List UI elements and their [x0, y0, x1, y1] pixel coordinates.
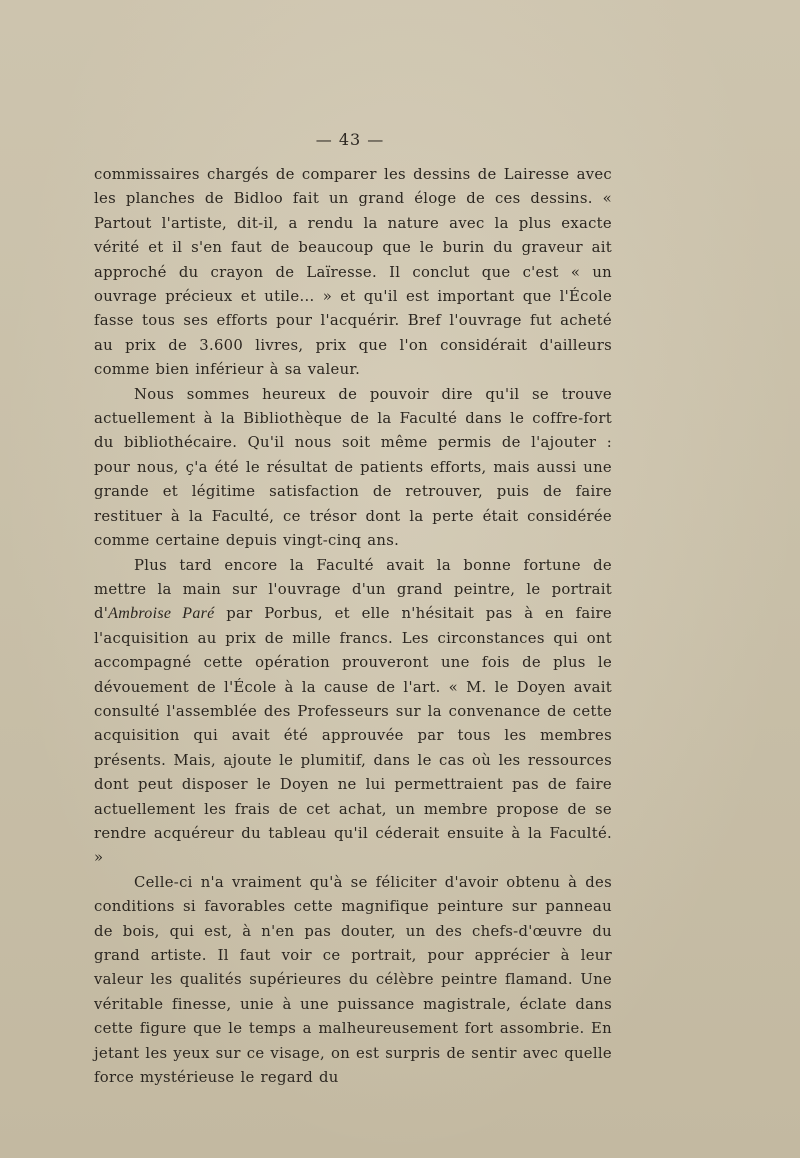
paragraph-1: commissaires chargés de comparer les dessins de Lairesse avec les planches de Bidloo fait un grand éloge de ces dessins. « Partout l'artiste, dit-il, a rendu la nature avec la plus exacte vérité et il s'en faut de beaucoup que le burin du graveur ait approché du crayon de Laïresse. Il conclut que c'est « un ouvrage précieux et utile... » et qu'il est important que l'École fasse tous ses efforts pour l'acquérir. Bref l'ouvrage fut acheté au prix de 3.600 livres, prix que l'on considérait d'ailleurs comme bien inférieur à sa valeur. — [94, 166, 612, 379]
paragraph-3 — [94, 554, 612, 871]
body-text — [94, 163, 612, 1090]
paragraph-4: Celle-ci n'a vraiment qu'à se féliciter d'avoir obtenu à des conditions si favorables cette magnifique peinture sur panneau de bois, qui est, à n'en pas douter, un des chefs-d'œuvre du grand artiste. Il faut voir ce portrait, pour apprécier à leur valeur les qualités supérieures du célèbre peintre flamand. Une véritable finesse, unie à une puissance magistrale, éclate dans cette figure que le temps a malheureusement fort assombrie. En jetant les yeux sur ce visage, on est surpris de sentir avec quelle force mystérieuse le regard du — [94, 873, 612, 1087]
painting-title: Ambroise Paré — [108, 605, 215, 623]
paragraph-3-text-before: Plus tard encore la Faculté avait la bonne fortune de mettre la main sur l'ouvrage d'un grand peintre, le portrait d' — [94, 556, 612, 623]
paragraph-3-text-after: par Porbus, et elle n'hésitait pas à en faire l'acquisition au prix de mille francs. Les circonstances qui ont accompagné cette opération prouveront une fois de plus le dévouement de l'École à la cause de l'art. « M. le Doyen avait consulté l'assemblée des Professeurs sur la convenance de cette acquisition qui avait été approuvée par tous les membres présents. Mais, ajoute le plumitif, dans le cas où les ressources dont peut disposer le Doyen ne lui permettraient pas de faire actuellement les frais de cet achat, un membre propose de se rendre acquéreur du tableau qu'il céderait ensuite à la Faculté. » — [94, 605, 612, 867]
paragraph-2: Nous sommes heureux de pouvoir dire qu'il se trouve actuellement à la Bibliothèque de la Faculté dans le coffre-fort du bibliothécaire. Qu'il nous soit même permis de l'ajouter : pour nous, ç'a été le résultat de patients efforts, mais aussi une grande et légitime satisfaction de retrouver, puis de faire restituer à la Faculté, ce trésor dont la perte était considérée comme certaine depuis vingt-cinq ans. — [94, 385, 612, 550]
page-number: — 43 — — [315, 130, 385, 149]
